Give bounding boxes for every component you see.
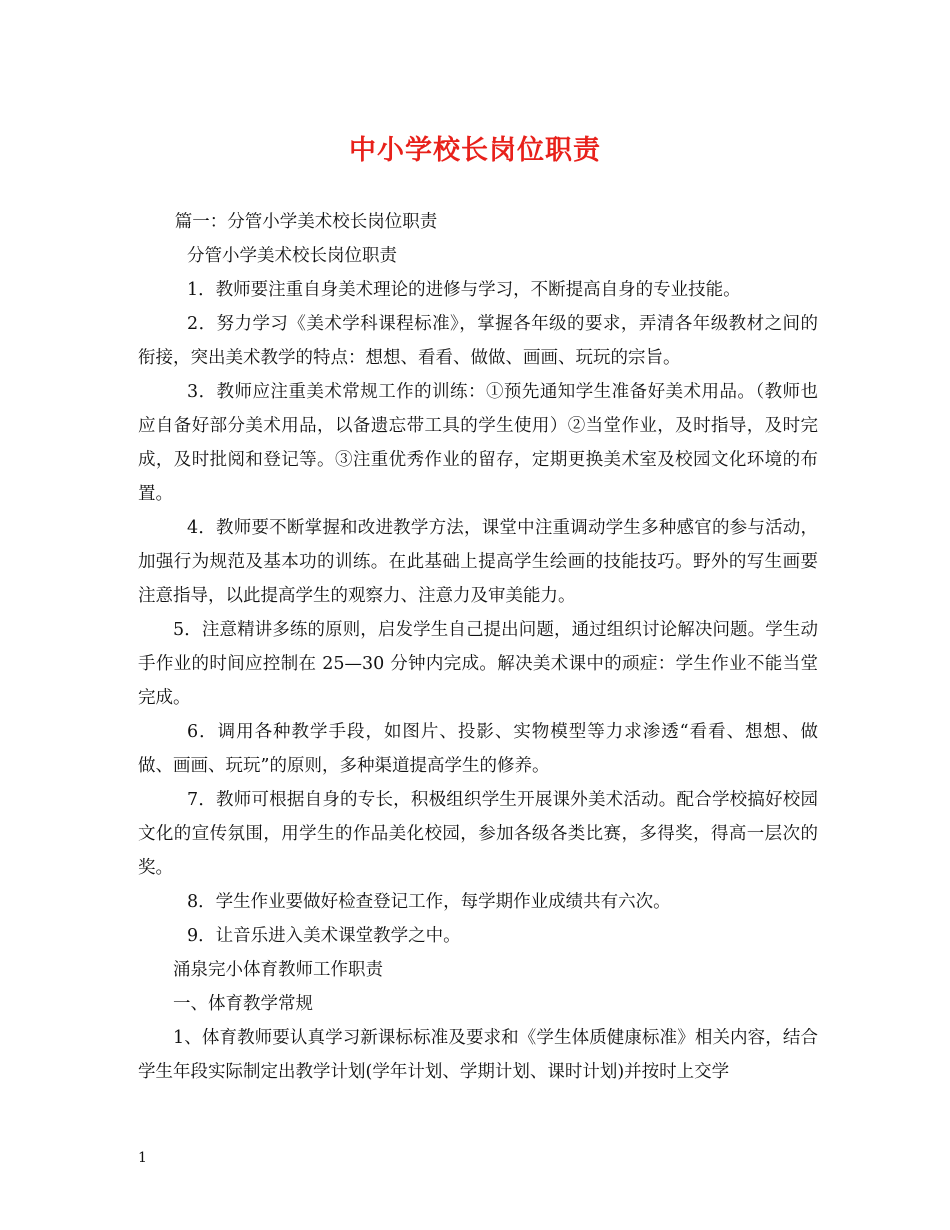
paragraph: 7．教师可根据自身的专长，积极组织学生开展课外美术活动。配合学校搞好校园文化的宣传氛围，用学生的作品美化校园，参加各级各类比赛，多得奖，得高一层次的奖。: [138, 790, 818, 878]
paragraph: 6．调用各种教学手段，如图片、投影、实物模型等力求渗透“看看、想想、做做、画画、玩玩”的原则，多种渠道提高学生的修养。: [138, 722, 818, 776]
subsection-heading: 分管小学美术校长岗位职责: [187, 246, 397, 266]
subsection-heading: 一、体育教学常规: [173, 994, 313, 1014]
paragraph: 1、体育教师要认真学习新课标标准及要求和《学生体质健康标准》相关内容，结合学生年段实际制定出教学计划(学年计划、学期计划、课时计划)并按时上交学: [138, 1028, 818, 1082]
paragraph: 8．学生作业要做好检查登记工作，每学期作业成绩共有六次。: [187, 892, 671, 912]
paragraph: 4．教师要不断掌握和改进教学方法，课堂中注重调动学生多种感官的参与活动，加强行为规范及基本功的训练。在此基础上提高学生绘画的技能技巧。野外的写生画要注意指导，以此提高学生的观察力、注意力及审美能力。: [138, 518, 818, 606]
paragraph: 5．注意精讲多练的原则，启发学生自己提出问题，通过组织讨论解决问题。学生动手作业的时间应控制在 25—30 分钟内完成。解决美术课中的顽症：学生作业不能当堂完成。: [138, 620, 818, 708]
subsection-heading: 涌泉完小体育教师工作职责: [173, 960, 383, 980]
page-number: 1: [138, 1150, 147, 1166]
paragraph: 1．教师要注重自身美术理论的进修与学习，不断提高自身的专业技能。: [187, 280, 741, 300]
document-title: 中小学校长岗位职责: [349, 135, 601, 166]
paragraph: 3．教师应注重美术常规工作的训练：①预先通知学生准备好美术用品。（教师也应自备好部分美术用品，以备遗忘带工具的学生使用）②当堂作业，及时指导，及时完成，及时批阅和登记等。③注重优秀作业的留存，定期更换美术室及校园文化环境的布置。: [138, 382, 818, 504]
paragraph: 9．让音乐进入美术课堂教学之中。: [187, 926, 461, 946]
paragraph: 2．努力学习《美术学科课程标准》，掌握各年级的要求，弄清各年级教材之间的衔接，突出美术教学的特点：想想、看看、做做、画画、玩玩的宗旨。: [138, 314, 818, 368]
document-body: [138, 205, 818, 1089]
section-heading: 篇一：分管小学美术校长岗位职责: [174, 212, 438, 232]
